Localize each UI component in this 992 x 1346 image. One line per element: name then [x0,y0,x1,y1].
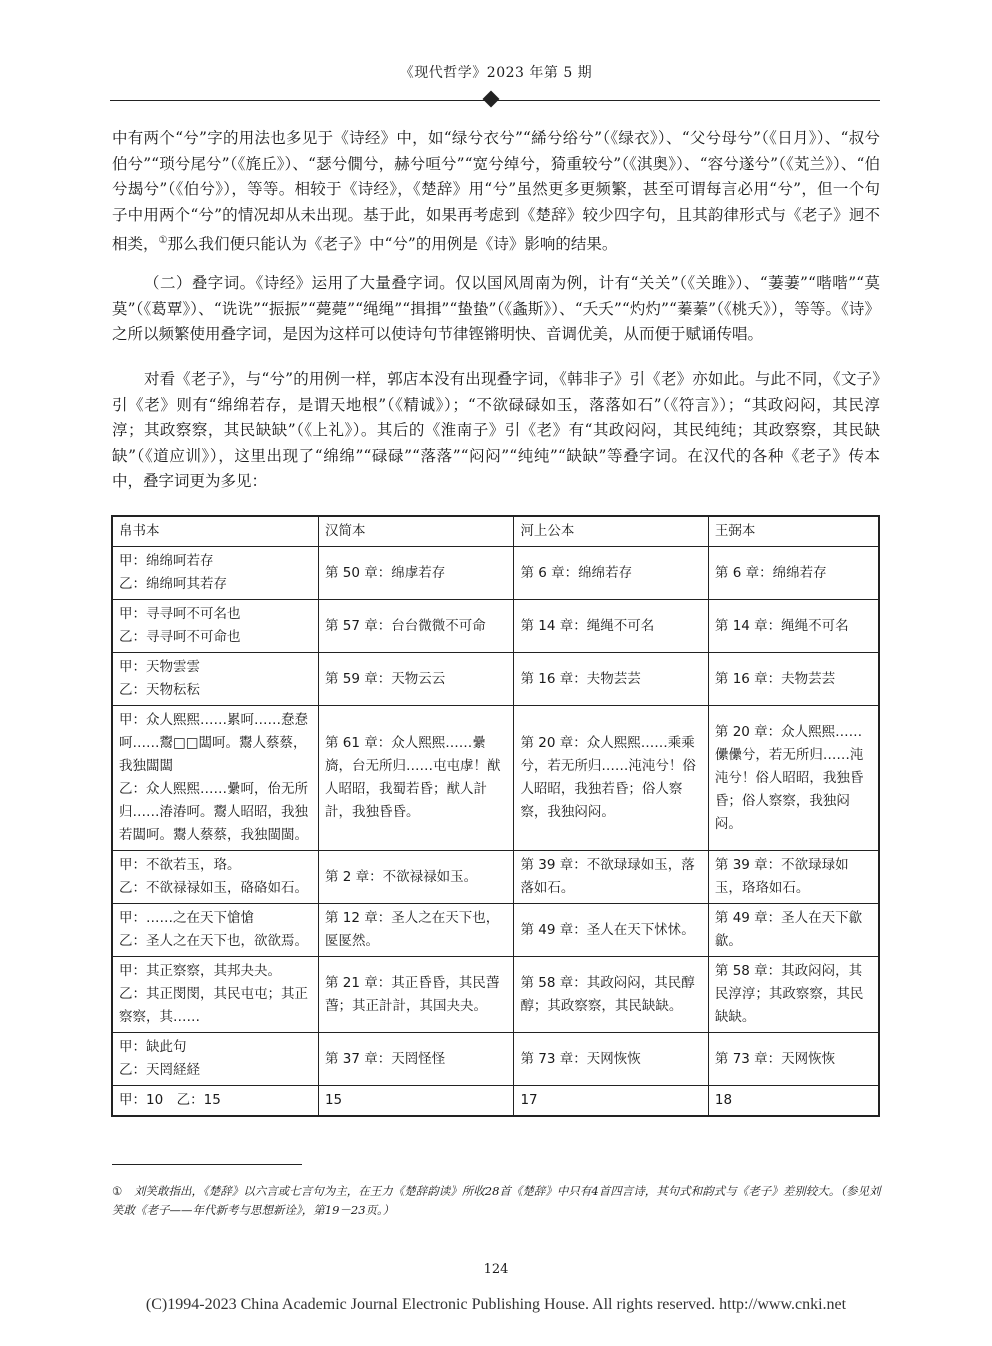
footnote-ref[interactable]: ① [158,235,168,246]
cell-line-jia: 甲：天物雲雲 [119,659,200,675]
cell-boshu [112,653,318,706]
page-number: 124 [483,1262,509,1277]
table-header-row [112,516,879,547]
cell-heshanggong: 第 16 章：夫物芸芸 [514,653,708,706]
cell-wangbi: 第 16 章：夫物芸芸 [708,653,879,706]
cell-hanjian: 第 21 章：其正昏昏，其民萅萅；其正計計，其国夬夬。 [318,957,513,1033]
cell-heshanggong: 第 6 章：绵绵若存 [514,547,708,600]
cell-line-yi: 乙：不欲禄禄如玉，硌硌如石。 [119,880,308,896]
footnote-rule [112,1164,302,1165]
table-row [112,547,879,600]
cell-wangbi: 第 73 章：天网恢恢 [708,1033,879,1086]
cell-heshanggong: 第 49 章：圣人在天下怵怵。 [514,904,708,957]
paragraph-1 [112,126,880,258]
journal-header: 《现代哲学》2023 年第 5 期 [399,65,593,81]
cell-heshanggong: 第 39 章：不欲琭琭如玉，落落如石。 [514,851,708,904]
cell-heshanggong: 17 [514,1086,708,1117]
cell-heshanggong: 第 73 章：天网恢恢 [514,1033,708,1086]
cell-wangbi: 第 14 章：绳绳不可名 [708,600,879,653]
column-header: 王弼本 [708,516,879,547]
cell-line-yi: 乙：天物秐秐 [119,682,200,698]
cell-line-jia: 甲：10 乙：15 [119,1092,221,1108]
cell-line-yi: 乙：绵绵呵其若存 [119,576,227,592]
copyright-line: (C)1994-2023 China Academic Journal Electronic Publishing House. All rights reserved. http://www.cnki.net [145,1296,847,1313]
cell-wangbi: 第 39 章：不欲琭琭如玉，珞珞如石。 [708,851,879,904]
table-row [112,600,879,653]
cell-line-jia: 甲：绵绵呵若存 [119,553,214,569]
cell-hanjian: 第 2 章：不欲禄禄如玉。 [318,851,513,904]
cell-line-jia: 甲：缺此句 [119,1039,187,1055]
table-row [112,706,879,851]
cell-hanjian: 第 37 章：天罔怪怪 [318,1033,513,1086]
cell-boshu [112,547,318,600]
header-diamond-ornament [483,91,500,108]
footnote-mark: ① [112,1184,123,1198]
cell-line-yi: 乙：其正閔閔，其民屯屯；其正察察，其…… [119,986,308,1025]
cell-wangbi: 第 58 章：其政闷闷，其民淳淳；其政察察，其民缺缺。 [708,957,879,1033]
column-header: 帛书本 [112,516,318,547]
cell-line-jia: 甲：众人熙熙……累呵……惷惷呵……鬻□□闆呵。鬻人蔡蔡，我独闆闆 [119,712,308,774]
paragraph-1-tail: 那么我们便只能认为《老子》中“兮”的用例是《诗》影响的结果。 [167,235,618,254]
cell-boshu [112,1033,318,1086]
column-header: 汉简本 [318,516,513,547]
cell-hanjian: 第 59 章：天物云云 [318,653,513,706]
cell-boshu [112,1086,318,1117]
table-row [112,1033,879,1086]
cell-heshanggong: 第 14 章：绳绳不可名 [514,600,708,653]
cell-heshanggong: 第 58 章：其政闷闷，其民醇醇；其政察察，其民缺缺。 [514,957,708,1033]
column-header: 河上公本 [514,516,708,547]
cell-boshu [112,706,318,851]
cell-line-jia: 甲：不欲若玉，珞。 [119,857,241,873]
table-row [112,1086,879,1117]
cell-hanjian: 第 12 章：圣人之在天下也，匽匽然。 [318,904,513,957]
cell-wangbi: 第 20 章：众人熙熙……儽儽兮，若无所归……沌沌兮！俗人昭昭，我独昏昏；俗人察察，我独闷闷。 [708,706,879,851]
table-row [112,851,879,904]
cell-boshu [112,851,318,904]
cell-hanjian: 第 61 章：众人熙熙……纍旖，台无所归……屯屯虖！猷人昭昭，我蜀若昏；猷人計計，我独昏昏。 [318,706,513,851]
cell-boshu [112,600,318,653]
table-row [112,653,879,706]
paragraph-3: 对看《老子》，与“兮”的用例一样，郭店本没有出现叠字词，《韩非子》引《老》亦如此。与此不同，《文子》引《老》则有“绵绵若存，是谓天地根”（《精诚》）；“不欲碌碌如玉，落落如石”（《符言》）；“其政闷闷，其民淳淳；其政察察，其民缺缺”（《上礼》）。其后的《淮南子》引《老》有“其政闷闷，其民纯纯；其政察察，其民缺缺”（《道应训》），这里出现了“绵绵”“碌碌”“落落”“闷闷”“纯纯”“缺缺”等叠字词。在汉代的各种《老子》传本中，叠字词更为多见： [112,370,880,490]
footnote-text: 刘笑敢指出，《楚辞》以六言或七言句为主，在王力《楚辞韵读》所收28首《楚辞》中只有4首四言诗，其句式和韵式与《老子》差别较大。（参见刘笑敢《老子——年代新考与思想新诠》，第19－23页。） [112,1184,881,1217]
cell-hanjian: 第 50 章：绵虖若存 [318,547,513,600]
paragraph-2: （二）叠字词。《诗经》运用了大量叠字词。仅以国风周南为例，计有“关关”（《关雎》）、“萋萋”“喈喈”“莫莫”（《葛覃》）、“诜诜”“振振”“薨薨”“绳绳”“揖揖”“蛰蛰”（《螽斯》）、“夭夭”“灼灼”“蓁蓁”（《桃夭》），等等。《诗》之所以频繁使用叠字词，是因为这样可以使诗句节律铿锵明快、音调优美，从而便于赋诵传唱。 [112,274,880,343]
cell-line-yi: 乙：圣人之在天下也，欲欲焉。 [119,933,308,949]
cell-wangbi: 第 49 章：圣人在天下歙歙。 [708,904,879,957]
table-row [112,904,879,957]
footnote [112,1182,882,1220]
cell-boshu [112,904,318,957]
cell-line-jia: 甲：其正察察，其邦夬夬。 [119,963,281,979]
cell-line-jia: 甲：寻寻呵不可名也 [119,606,241,622]
cell-wangbi: 第 6 章：绵绵若存 [708,547,879,600]
laozi-comparison-table [111,515,880,1117]
cell-line-jia: 甲：……之在天下愴愴 [119,910,254,926]
table-row [112,957,879,1033]
cell-line-yi: 乙：寻寻呵不可命也 [119,629,241,645]
cell-hanjian: 第 57 章：台台微微不可命 [318,600,513,653]
cell-line-yi: 乙：天罔経経 [119,1062,200,1078]
cell-wangbi: 18 [708,1086,879,1117]
cell-boshu [112,957,318,1033]
cell-line-yi: 乙：众人熙熙……纍呵，佁无所归……湷湷呵。鬻人昭昭，我独若闆呵。鬻人蔡蔡，我独閩閩。 [119,781,308,843]
cell-hanjian: 15 [318,1086,513,1117]
cell-heshanggong: 第 20 章：众人熙熙……乘乘兮，若无所归……沌沌兮！俗人昭昭，我独若昏；俗人察察，我独闷闷。 [514,706,708,851]
paragraph-1-text: 中有两个“兮”字的用法也多见于《诗经》中，如“绿兮衣兮”“絺兮绤兮”（《绿衣》）、“父兮母兮”（《日月》）、“叔兮伯兮”“琐兮尾兮”（《旄丘》）、“瑟兮僩兮，赫兮咺兮”“宽兮绰兮，猗重较兮”（《淇奥》）、“容兮遂兮”（《芄兰》）、“伯兮朅兮”（《伯兮》），等等。相较于《诗经》，《楚辞》用“兮”虽然更多更频繁，甚至可谓每言必用“兮”，但一个句子中用两个“兮”的情况却从未出现。基于此，如果再考虑到《楚辞》较少四字句，且其韵律形式与《老子》迥不相类， [112,129,880,254]
